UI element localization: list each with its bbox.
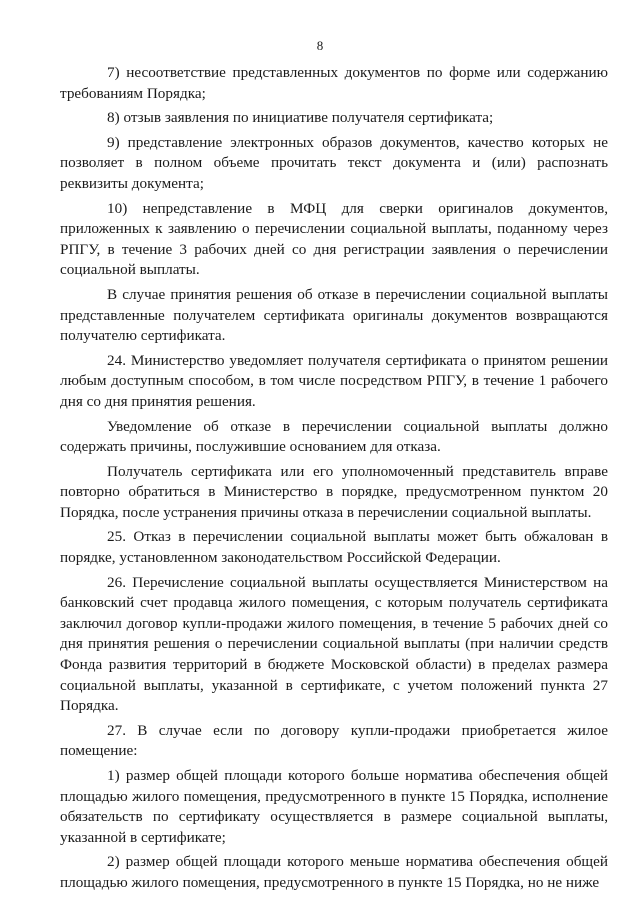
paragraph-clause-25: 25. Отказ в перечислении социальной выплаты может быть обжалован в порядке, установленном законодательством Российской Федерации. xyxy=(60,528,608,567)
paragraph-item-9: 9) представление электронных образов документов, качество которых не позволяет в полном объеме прочитать текст документа и (или) распознать реквизиты документа; xyxy=(60,133,608,192)
paragraph-refusal-notice: Уведомление об отказе в перечислении социальной выплаты должно содержать причины, послужившие основанием для отказа. xyxy=(60,417,608,456)
paragraph-clause-26: 26. Перечисление социальной выплаты осуществляется Министерством на банковский счет продавца жилого помещения, с которым получатель сертификата заключил договор купли-продажи жилого помещения, в течение 5 рабочих дней со дня принятия решения о перечислении социальной выплаты (при наличии средств Фонда развития территорий в бюджете Московской области) в пределах размера социальной выплаты, указанной в сертификате, с учетом положений пункта 27 Порядка. xyxy=(60,573,608,715)
paragraph-clause-27: 27. В случае если по договору купли-продажи приобретается жилое помещение: xyxy=(60,721,608,760)
paragraph-clause-24: 24. Министерство уведомляет получателя сертификата о принятом решении любым доступным способом, в том числе посредством РПГУ, в течение 1 рабочего дня со дня принятия решения. xyxy=(60,351,608,410)
page-number: 8 xyxy=(316,38,324,53)
paragraph-refusal-return: В случае принятия решения об отказе в перечислении социальной выплаты представленные получателем сертификата оригиналы документов возвращаются получателю сертификата. xyxy=(60,285,608,345)
paragraph-item-8: 8) отзыв заявления по инициативе получателя сертификата; xyxy=(107,109,494,127)
paragraph-reapply: Получатель сертификата или его уполномоченный представитель вправе повторно обратиться в Министерство в порядке, предусмотренном пунктом 20 Порядка, после устранения причины отказа в перечислении социальной выплаты. xyxy=(60,462,608,521)
paragraph-item-7: 7) несоответствие представленных документов по форме или содержанию требованиям Порядка; xyxy=(60,64,608,102)
paragraph-clause-27-item-1: 1) размер общей площади которого больше норматива обеспечения общей площадью жилого помещения, предусмотренного в пункте 15 Порядка, исполнение обязательств по сертификату осуществляется в размере социальной выплаты, указанной в сертификате; xyxy=(60,767,608,846)
paragraph-clause-27-item-2: 2) размер общей площади которого меньше норматива обеспечения общей площадью жилого помещения, предусмотренного в пункте 15 Порядка, но не ниже xyxy=(60,853,608,891)
document-body xyxy=(60,63,608,898)
paragraph-item-10: 10) непредставление в МФЦ для сверки оригиналов документов, приложенных к заявлению о перечислении социальной выплаты, поданному через РПГУ, в течение 3 рабочих дней со дня регистрации заявления о перечислении социальной выплаты. xyxy=(60,199,608,279)
